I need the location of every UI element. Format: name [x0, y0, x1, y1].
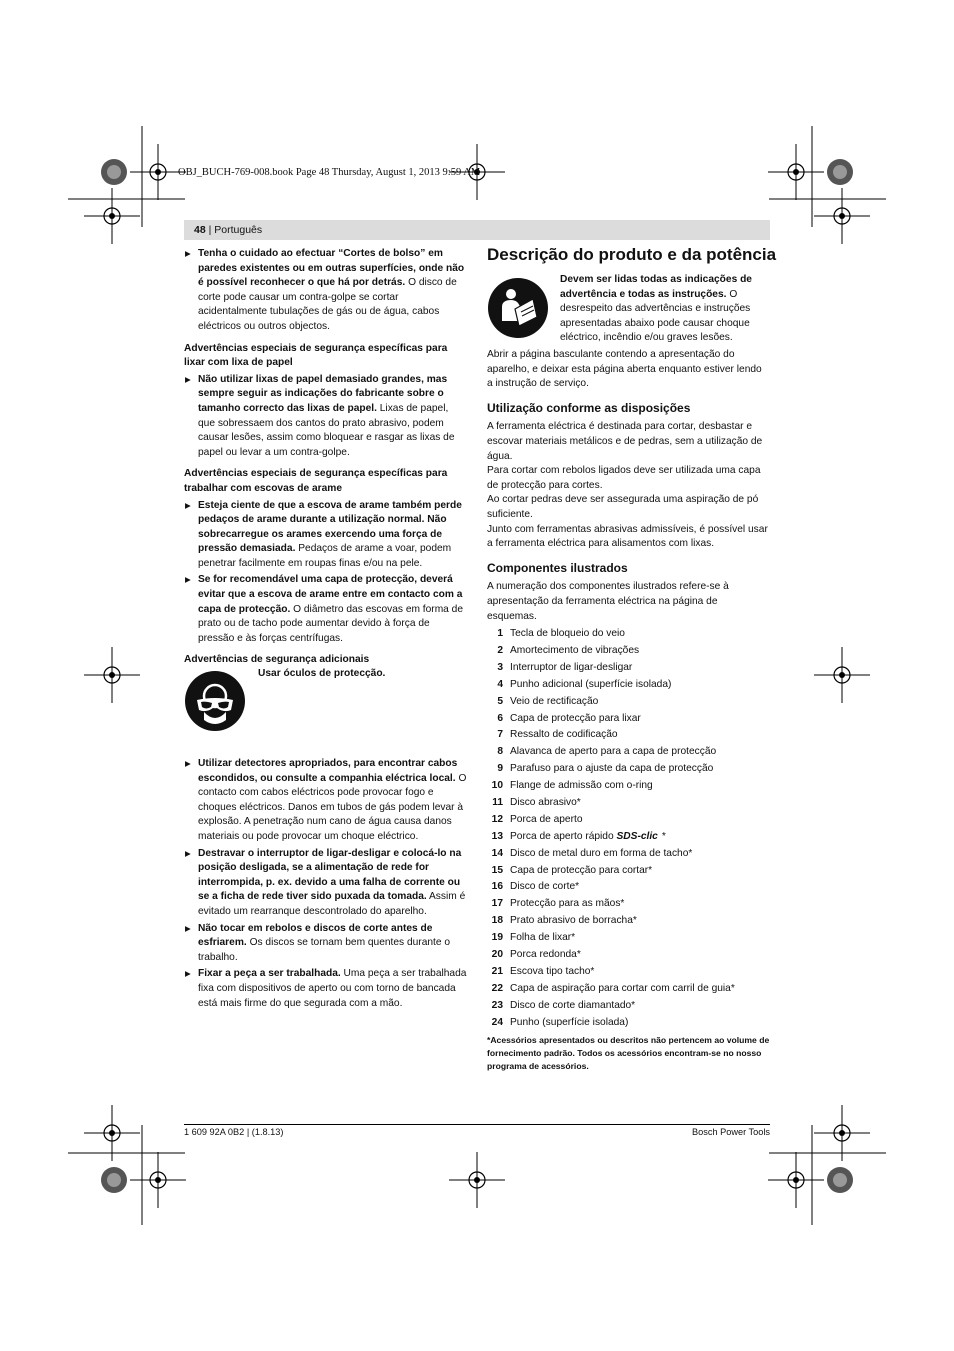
- footer-code: 1 609 92A 0B2 | (1.8.13): [184, 1127, 284, 1137]
- goggles-label: Usar óculos de protecção.: [258, 668, 386, 679]
- warning-item: ▶ Fixar a peça a ser trabalhada. Uma peça a ser trabalhada fixa com dispositivos de aperto ou com torno de bancada está mais firme do que segurada com a mão.: [184, 967, 467, 1011]
- left-column-lower: [184, 757, 467, 1011]
- component-number: 9: [497, 763, 503, 775]
- component-label: Porca de aperto: [510, 813, 583, 825]
- component-label: Punho (superfície isolada): [510, 1016, 629, 1028]
- component-label: Prato abrasivo de borracha*: [510, 915, 637, 927]
- header-separator: |: [208, 224, 212, 236]
- component-label: Porca redonda*: [510, 949, 581, 961]
- component-number: 10: [491, 780, 503, 792]
- component-number: 8: [497, 746, 503, 758]
- paragraph: Ao cortar pedras deve ser assegurada uma aspiração de pó suficiente.: [487, 494, 759, 520]
- warning-item: ▶ Tenha o cuidado ao efectuar “Cortes de bolso” em paredes existentes ou em outras superfícies, onde não é possível reconhecer o que há por detrás. O disco de corte pode causar um contra-golpe se cortar acidentalmente tubulações de gás ou de água, cabos eléctricos ou outros objectos.: [184, 247, 467, 335]
- footnote: *Acessórios apresentados ou descritos não pertencem ao volume de fornecimento padrão. Todos os acessórios encontram-se no nosso programa de acessórios.: [487, 1035, 770, 1072]
- component-label: Folha de lixar*: [510, 932, 576, 944]
- component-label: Capa de protecção para lixar: [510, 712, 641, 724]
- sds-asterisk: *: [661, 830, 666, 842]
- print-header: OBJ_BUCH-769-008.book Page 48 Thursday, August 1, 2013 9:59 AM: [178, 167, 481, 178]
- component-label: Disco de corte*: [510, 881, 580, 893]
- component-item: [487, 795, 770, 812]
- component-number: 6: [497, 712, 503, 724]
- component-label: Protecção para as mãos*: [510, 898, 625, 910]
- paragraph: A numeração dos componentes ilustrados refere-se à apresentação da ferramenta eléctrica na página de esquemas.: [487, 581, 729, 622]
- component-number: 2: [497, 644, 503, 656]
- component-number: 11: [492, 797, 503, 808]
- component-item: [487, 998, 770, 1015]
- component-number: 3: [497, 661, 503, 673]
- component-number: 16: [491, 881, 503, 893]
- component-label: Veio de rectificação: [510, 695, 599, 707]
- component-item: [487, 677, 770, 694]
- component-number: 19: [491, 932, 503, 944]
- component-item: [487, 660, 770, 677]
- component-number: 15: [491, 864, 503, 876]
- paragraph: Para cortar com rebolos ligados deve ser utilizada uma capa de protecção para cortes.: [487, 465, 761, 491]
- component-number: 1: [497, 628, 503, 640]
- component-number: 23: [491, 999, 503, 1011]
- read-instructions: Devem ser lidas todas as indicações de advertência e todas as instruções. O desrespeito das advertências e instruções apresentadas abaixo pode causar choque eléctrico, incêndio e/ou graves lesões.: [560, 274, 752, 344]
- component-item: [487, 812, 770, 829]
- component-item: [487, 744, 770, 761]
- component-item: [487, 711, 770, 728]
- component-item: [487, 626, 770, 643]
- component-label: Disco de corte diamantado*: [510, 999, 636, 1011]
- component-label: Alavanca de aperto para a capa de protecção: [510, 746, 717, 758]
- component-number: 22: [491, 982, 503, 994]
- component-label: Punho adicional (superfície isolada): [510, 678, 672, 690]
- section-title: Descrição do produto e da potência: [487, 245, 777, 264]
- component-label: Interruptor de ligar-desligar: [510, 661, 633, 673]
- section-heading: Advertências especiais de segurança específicas para trabalhar com escovas de arame: [184, 468, 448, 494]
- paragraph: Junto com ferramentas abrasivas admissíveis, é possível usar a ferramenta eléctrica para alisamentos com lixas.: [487, 523, 768, 550]
- component-label: Capa de protecção para cortar*: [510, 864, 653, 876]
- section-heading: Utilização conforme as disposições: [487, 400, 691, 415]
- component-label: Flange de admissão com o-ring: [510, 780, 653, 792]
- footer-brand: Bosch Power Tools: [692, 1127, 770, 1137]
- section-heading: Componentes ilustrados: [487, 560, 628, 575]
- warning-item: ▶ Utilizar detectores apropriados, para encontrar cabos escondidos, ou consulte a companhia eléctrica local. O contacto com cabos eléctricos pode provocar fogo e choques eléctricos. Danos em tubos de gás podem levar à explosão. A penetração num cano de água causa danos materiais ou pode provocar um choque eléctrico.: [184, 757, 467, 845]
- component-label: Parafuso para o ajuste da capa de protecção: [510, 763, 714, 775]
- component-item: [487, 846, 770, 863]
- read-manual-icon: [487, 277, 549, 339]
- warning-item: ▶ Esteja ciente de que a escova de arame também perde pedaços de arame durante a utilização normal. Não sobrecarregue os arames exercendo uma força de pressão demasiada. Pedaços de arame a voar, podem penetrar facilmente em roupas finas e/ou na pele.: [184, 499, 467, 572]
- component-number: 13: [491, 830, 503, 842]
- component-number: 7: [497, 729, 503, 741]
- component-item: [487, 947, 770, 964]
- sds-clic-logo: SDS-clic: [616, 830, 658, 842]
- component-number: 18: [491, 915, 503, 927]
- fold-out-note: Abrir a página basculante contendo a apresentação do aparelho, e deixar esta página aberta enquanto estiver lendo a instrução de serviço.: [487, 349, 762, 390]
- component-label: Amortecimento de vibrações: [510, 644, 640, 656]
- components-list: [487, 626, 770, 1031]
- component-number: 14: [491, 847, 503, 859]
- component-item: [487, 913, 770, 930]
- component-label: Escova tipo tacho*: [510, 965, 595, 977]
- component-item: [487, 879, 770, 896]
- component-number: 12: [491, 813, 503, 825]
- left-column: [184, 247, 467, 668]
- warning-item: ▶ Não tocar em rebolos e discos de corte antes de esfriarem. Os discos se tornam bem quentes durante o trabalho.: [184, 922, 467, 966]
- component-label: Disco de metal duro em forma de tacho*: [510, 847, 693, 859]
- component-item: [487, 643, 770, 660]
- component-item: [487, 727, 770, 744]
- header-language: Português: [214, 224, 263, 236]
- component-item: [487, 694, 770, 711]
- component-item: [487, 778, 770, 795]
- right-column: [487, 348, 770, 1073]
- section-heading: Advertências de segurança adicionais: [184, 654, 370, 666]
- component-item: [487, 829, 770, 846]
- section-heading: Advertências especiais de segurança específicas para lixar com lixa de papel: [184, 342, 448, 369]
- component-item: [487, 1015, 770, 1032]
- component-number: 21: [491, 965, 503, 977]
- warning-item: ▶ Destravar o interruptor de ligar-desligar e colocá-lo na posição desligada, se a alimentação de rede for interrompida, p. ex. devido a uma falha de corrente ou se a ficha de rede tiver sido puxada da tomada. Assim é evitado um rearranque descontrolado do aparelho.: [184, 847, 467, 920]
- component-label: Capa de aspiração para cortar com carril de guia*: [510, 982, 735, 994]
- component-label: Ressalto de codificação: [510, 729, 618, 741]
- safety-goggles-icon: [184, 670, 246, 732]
- component-number: 24: [491, 1016, 503, 1028]
- component-number: 20: [491, 949, 503, 961]
- component-item: [487, 981, 770, 998]
- component-label: Disco abrasivo*: [510, 797, 581, 808]
- page-number: 48: [194, 224, 206, 236]
- component-item: [487, 761, 770, 778]
- component-item: [487, 930, 770, 947]
- component-item: [487, 896, 770, 913]
- page-header: [194, 223, 262, 238]
- component-number: 17: [491, 898, 503, 910]
- component-number: 5: [497, 695, 503, 707]
- warning-item: ▶ Se for recomendável uma capa de protecção, deverá evitar que a escova de arame entre em contacto com a capa de protecção. O diâmetro das escovas em forma de prato ou de tacho pode aumentar devido à força de pressão e às forças centrífugas.: [184, 573, 467, 646]
- component-label: Porca de aperto rápido: [510, 830, 614, 842]
- component-item: [487, 964, 770, 981]
- paragraph: A ferramenta eléctrica é destinada para cortar, desbastar e escovar materiais metálicos e de pedras, sem a utilização de água.: [487, 421, 763, 462]
- page-header-bar: [184, 220, 770, 240]
- component-label: Tecla de bloqueio do veio: [510, 628, 625, 640]
- component-item: [487, 863, 770, 880]
- warning-item: ▶ Não utilizar lixas de papel demasiado grandes, mas sempre seguir as indicações do fabricante sobre o tamanho correcto das lixas de papel. Lixas de papel, que sobressaem dos cantos do prato abrasivo, podem causar lesões, assim como bloquear e rasgar as lixas de papel ou levar a um contra-golpe.: [184, 373, 467, 461]
- component-number: 4: [497, 678, 503, 690]
- footer-rule: [184, 1124, 770, 1125]
